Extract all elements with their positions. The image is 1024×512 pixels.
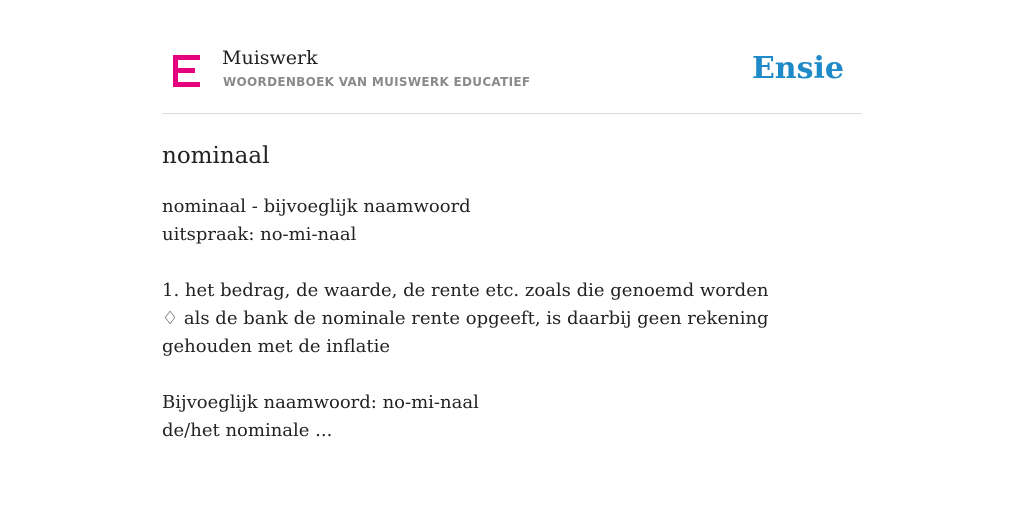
entry-body: [162, 193, 862, 445]
site-subtitle: WOORDENBOEK VAN MUISWERK EDUCATIEF: [223, 75, 531, 89]
entry-line: [162, 249, 862, 277]
entry-title: nominaal: [162, 143, 270, 169]
entry-line: 1. het bedrag, de waarde, de rente etc. zoals die genoemd worden: [162, 280, 769, 301]
entry-line: nominaal - bijvoeglijk naamwoord: [162, 196, 471, 217]
entry-line: ♢ als de bank de nominale rente opgeeft, is daarbij geen rekening gehouden met de inflatie: [162, 308, 769, 357]
site-name[interactable]: Muiswerk: [222, 47, 318, 69]
entry-line: [162, 361, 862, 389]
logo-bar-middle: [173, 68, 195, 73]
entry-line: uitspraak: no-mi-naal: [162, 224, 357, 245]
entry-line: de/het nominale ...: [162, 420, 333, 441]
logo-bar-bottom: [173, 82, 200, 87]
entry-line: Bijvoeglijk naamwoord: no-mi-naal: [162, 392, 479, 413]
site-header: [162, 46, 862, 114]
page: [162, 0, 862, 445]
muiswerk-logo-icon[interactable]: [173, 55, 200, 87]
logo-bar-top: [173, 55, 200, 60]
ensie-brand-logo[interactable]: Ensie: [751, 51, 844, 86]
